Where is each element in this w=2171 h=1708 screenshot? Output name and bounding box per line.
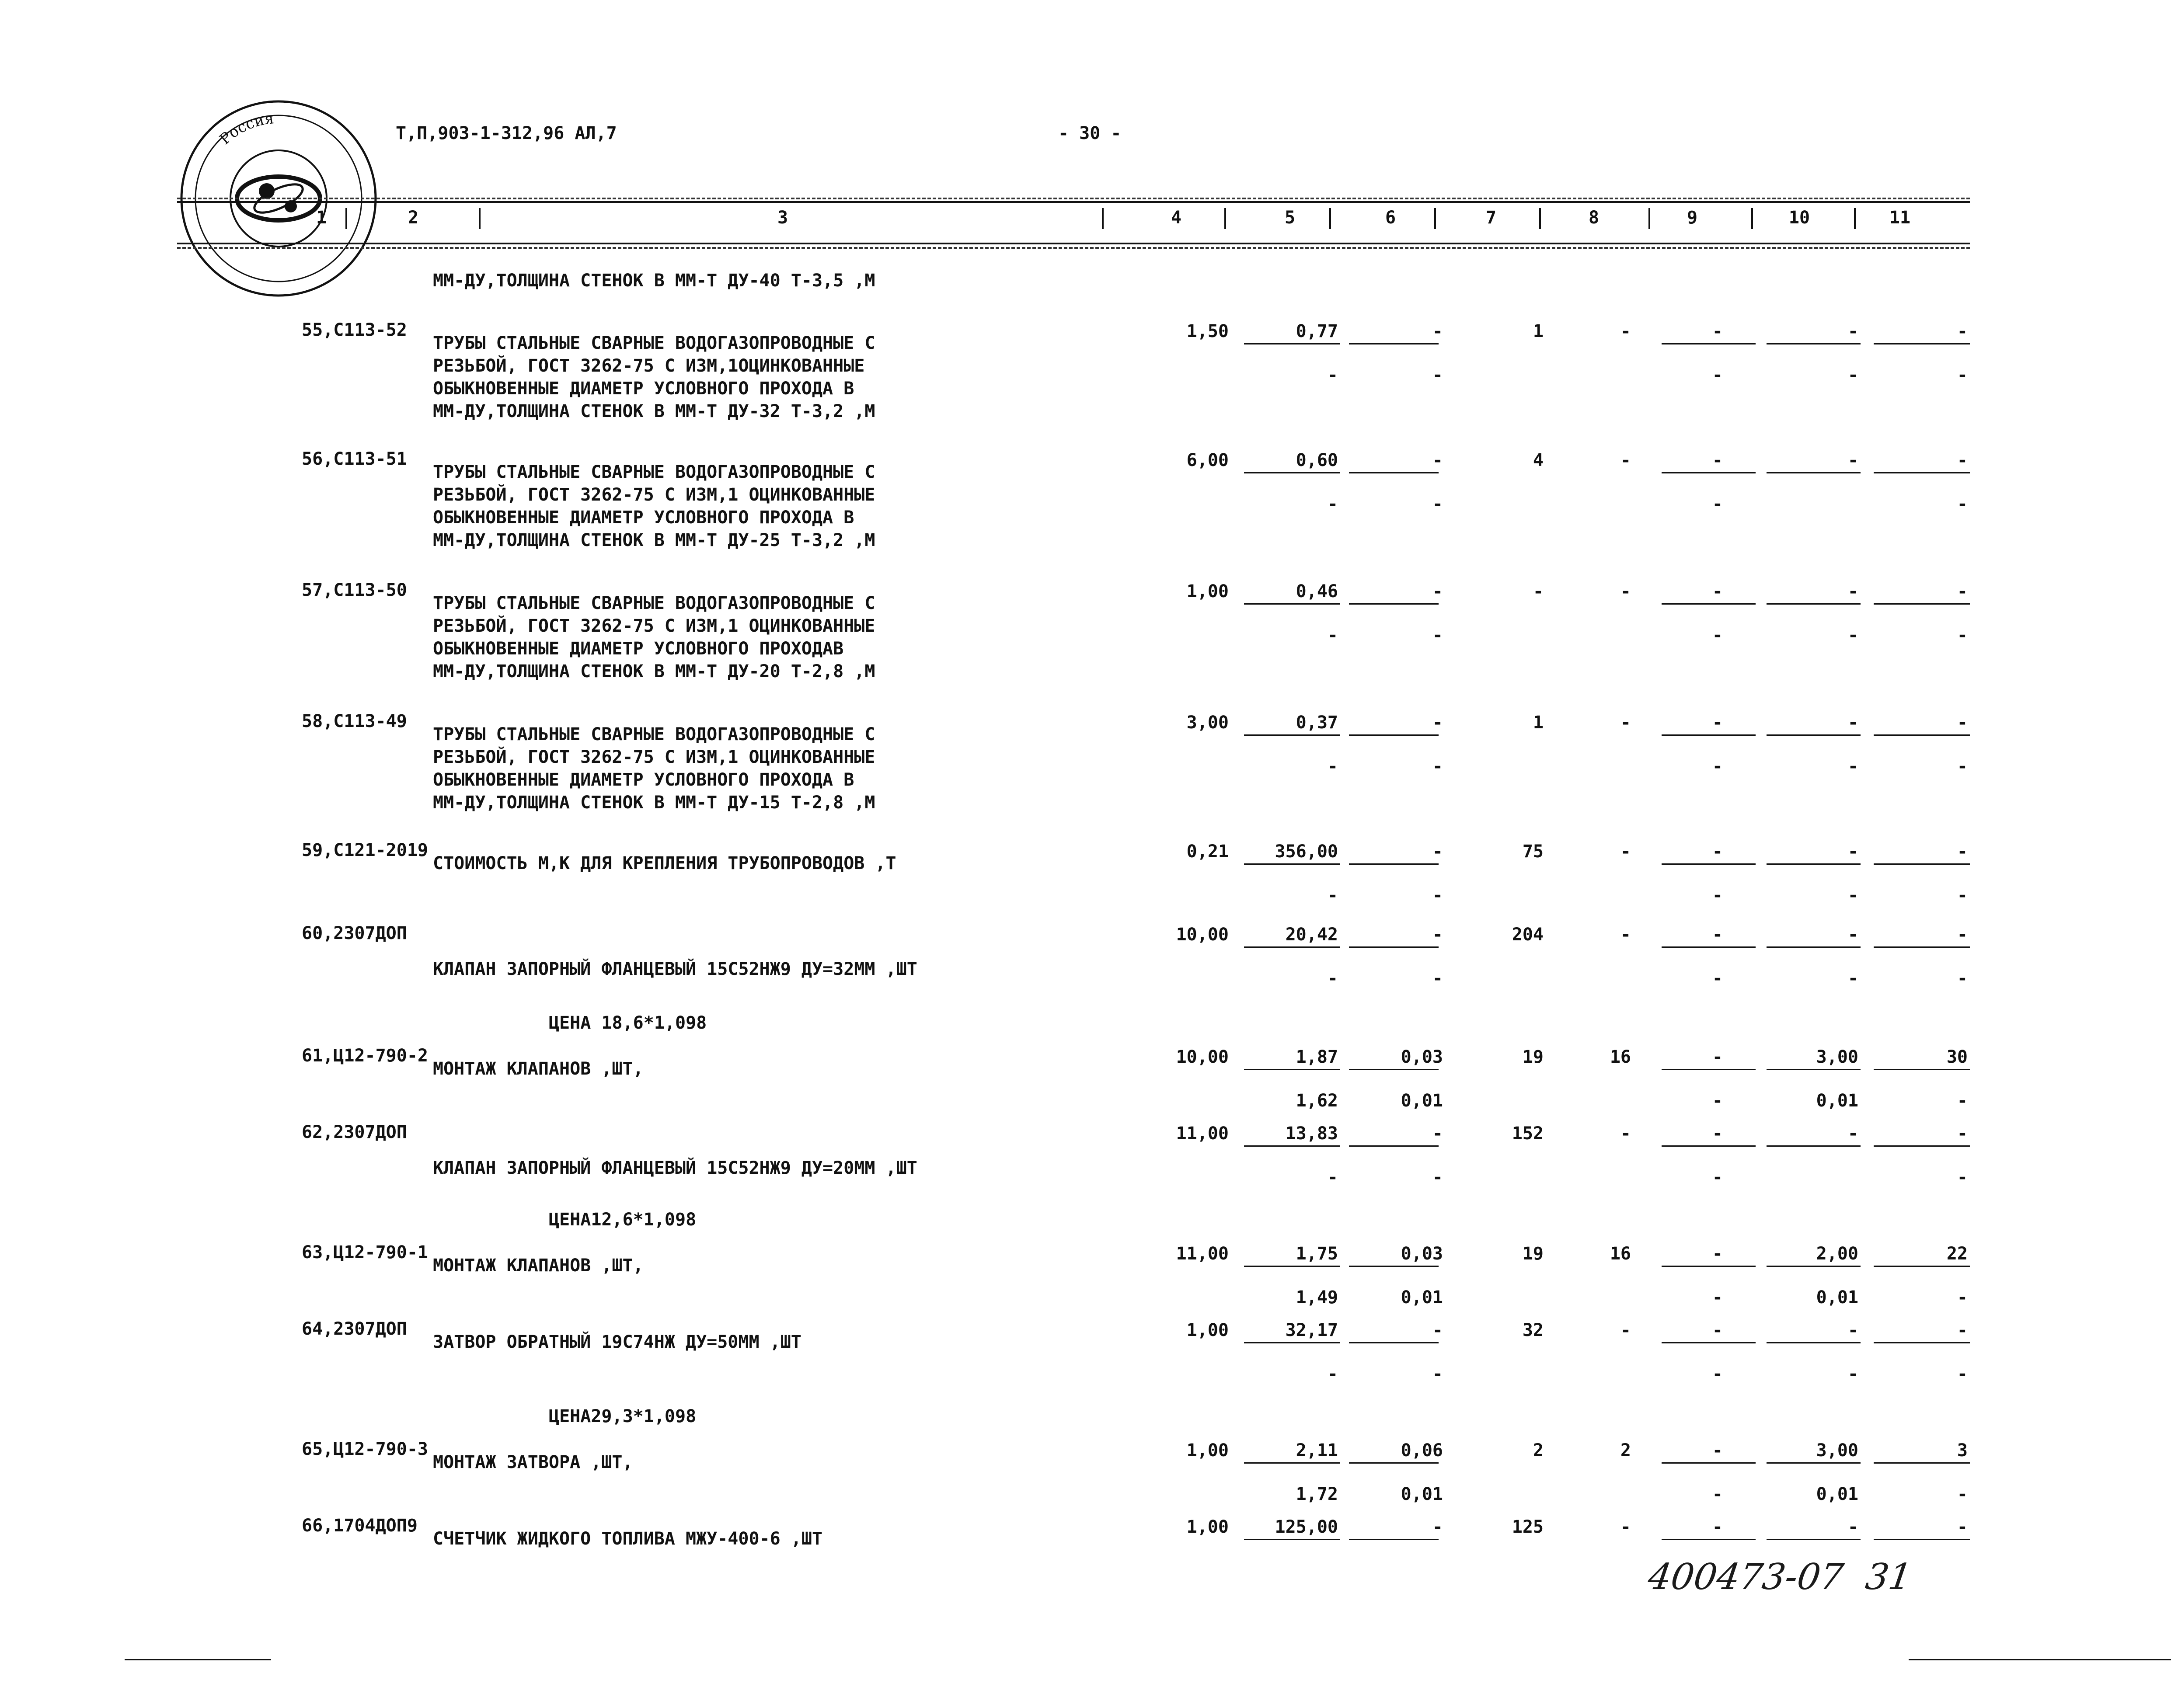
value-col-9: - <box>1712 842 1723 862</box>
value-col-10: - <box>1847 842 1858 862</box>
value-col-10: - <box>1847 321 1858 341</box>
value-underline <box>1767 343 1861 344</box>
value-col-11-sub: - <box>1957 365 1968 385</box>
value-col-11: - <box>1957 925 1968 945</box>
item-description-line: КЛАПАН ЗАПОРНЫЙ ФЛАНЦЕВЫЙ 15С52НЖ9 ДУ=20ММ ,ШТ <box>433 1158 917 1178</box>
value-col-6-sub: 0,01 <box>1401 1091 1443 1111</box>
value-col-9-sub: - <box>1712 1484 1723 1504</box>
item-code: 56,С113-51 <box>302 449 407 469</box>
value-col-11-sub: - <box>1957 494 1968 514</box>
value-col-9: - <box>1712 1517 1723 1537</box>
value-underline <box>1874 863 1970 865</box>
value-col-11: - <box>1957 1320 1968 1340</box>
value-col-5: 0,60 <box>1296 450 1338 470</box>
value-col-6-sub: - <box>1432 365 1443 385</box>
value-col-5-sub: - <box>1327 1167 1338 1187</box>
value-col-9: - <box>1712 925 1723 945</box>
value-col-11: - <box>1957 321 1968 341</box>
value-col-6-sub: - <box>1432 625 1443 645</box>
value-col-8: - <box>1620 1124 1631 1144</box>
value-col-9-sub: - <box>1712 968 1723 988</box>
value-col-10-sub: - <box>1847 365 1858 385</box>
value-underline <box>1244 472 1340 473</box>
column-header-9: 9 <box>1687 208 1698 228</box>
value-col-10: - <box>1847 713 1858 733</box>
value-col-7: 204 <box>1512 925 1544 945</box>
value-underline <box>1244 1266 1340 1267</box>
value-underline <box>1874 1266 1970 1267</box>
value-col-9-sub: - <box>1712 1364 1723 1384</box>
item-description-line: ММ-ДУ,ТОЛЩИНА СТЕНОК В ММ-Т ДУ-32 Т-3,2 ,М <box>433 401 875 421</box>
value-underline <box>1767 603 1861 605</box>
item-code: 66,1704ДОП9 <box>302 1516 418 1536</box>
column-separator <box>1224 208 1226 229</box>
item-code: 61,Ц12-790-2 <box>302 1046 428 1066</box>
value-col-5-sub: 1,72 <box>1296 1484 1338 1504</box>
value-col-5: 356,00 <box>1275 842 1338 862</box>
seal-top-text: Россия <box>216 110 275 148</box>
item-description-line: ТРУБЫ СТАЛЬНЫЕ СВАРНЫЕ ВОДОГАЗОПРОВОДНЫЕ С <box>433 593 875 613</box>
value-col-8: - <box>1620 925 1631 945</box>
value-col-10: - <box>1847 1517 1858 1537</box>
value-col-4: 1,50 <box>1186 321 1229 341</box>
value-col-6: - <box>1432 925 1443 945</box>
value-col-4: 10,00 <box>1176 1047 1229 1067</box>
item-description-line: КЛАПАН ЗАПОРНЫЙ ФЛАНЦЕВЫЙ 15С52НЖ9 ДУ=32ММ ,ШТ <box>433 959 917 979</box>
value-col-8: - <box>1620 321 1631 341</box>
value-col-10: - <box>1847 581 1858 602</box>
value-col-9: - <box>1712 1047 1723 1067</box>
value-col-11: - <box>1957 450 1968 470</box>
value-col-11-sub: - <box>1957 625 1968 645</box>
value-col-7: 1 <box>1533 321 1544 341</box>
value-underline <box>1662 1069 1756 1070</box>
item-code: 58,С113-49 <box>302 711 407 731</box>
value-underline <box>1662 1266 1756 1267</box>
item-code: 65,Ц12-790-3 <box>302 1439 428 1459</box>
value-underline <box>1767 734 1861 736</box>
value-underline <box>1767 1539 1861 1540</box>
value-underline <box>1349 863 1439 865</box>
value-col-8: 16 <box>1610 1047 1631 1067</box>
column-header-11: 11 <box>1889 208 1911 228</box>
item-description-line: ОБЫКНОВЕННЫЕ ДИАМЕТР УСЛОВНОГО ПРОХОДА В <box>433 379 854 399</box>
value-col-8: - <box>1620 713 1631 733</box>
value-col-10-sub: - <box>1847 968 1858 988</box>
value-col-7: 2 <box>1533 1440 1544 1461</box>
value-col-6-sub: - <box>1432 885 1443 905</box>
value-col-7: 4 <box>1533 450 1544 470</box>
price-note: ЦЕНА29,3*1,098 <box>549 1406 697 1426</box>
value-underline <box>1874 472 1970 473</box>
carry-over-line: ММ-ДУ,ТОЛЩИНА СТЕНОК В ММ-Т ДУ-40 Т-3,5 ,М <box>433 271 875 291</box>
value-underline <box>1874 734 1970 736</box>
value-col-5-sub: - <box>1327 494 1338 514</box>
value-col-5: 1,75 <box>1296 1244 1338 1264</box>
value-col-7: 152 <box>1512 1124 1544 1144</box>
value-col-5: 20,42 <box>1285 925 1338 945</box>
value-col-5-sub: - <box>1327 968 1338 988</box>
value-underline <box>1244 1342 1340 1343</box>
column-header-2: 2 <box>408 208 419 228</box>
value-col-4: 11,00 <box>1176 1124 1229 1144</box>
item-description-line: ММ-ДУ,ТОЛЩИНА СТЕНОК В ММ-Т ДУ-25 Т-3,2 ,М <box>433 530 875 550</box>
value-underline <box>1244 1069 1340 1070</box>
value-col-7: 19 <box>1522 1244 1544 1264</box>
value-col-11: - <box>1957 581 1968 602</box>
value-col-4: 1,00 <box>1186 1440 1229 1461</box>
value-col-4: 1,00 <box>1186 1517 1229 1537</box>
item-description-line: ММ-ДУ,ТОЛЩИНА СТЕНОК В ММ-Т ДУ-15 Т-2,8 ,М <box>433 793 875 813</box>
item-description-line: ММ-ДУ,ТОЛЩИНА СТЕНОК В ММ-Т ДУ-20 Т-2,8 ,М <box>433 661 875 682</box>
value-col-10: - <box>1847 1320 1858 1340</box>
value-underline <box>1874 946 1970 948</box>
value-underline <box>1874 603 1970 605</box>
value-col-9-sub: - <box>1712 625 1723 645</box>
bottom-rule-right <box>1909 1659 2171 1660</box>
value-underline <box>1767 1145 1861 1147</box>
column-separator <box>479 208 481 229</box>
value-underline <box>1662 603 1756 605</box>
value-underline <box>1662 1342 1756 1343</box>
column-separator <box>1751 208 1753 229</box>
item-description-line: РЕЗЬБОЙ, ГОСТ 3262-75 С ИЗМ,1 ОЦИНКОВАННЫЕ <box>433 747 875 767</box>
value-col-11: - <box>1957 713 1968 733</box>
value-col-9-sub: - <box>1712 1287 1723 1308</box>
value-col-10-sub: - <box>1847 885 1858 905</box>
value-underline <box>1874 1069 1970 1070</box>
item-description-line: ЗАТВОР ОБРАТНЫЙ 19С74НЖ ДУ=50ММ ,ШТ <box>433 1332 801 1352</box>
item-code: 55,С113-52 <box>302 320 407 340</box>
item-code: 64,2307ДОП <box>302 1319 407 1339</box>
value-col-6: - <box>1432 581 1443 602</box>
value-underline <box>1244 946 1340 948</box>
value-underline <box>1349 734 1439 736</box>
value-col-11: 30 <box>1946 1047 1968 1067</box>
value-col-11: - <box>1957 1517 1968 1537</box>
value-underline <box>1349 603 1439 605</box>
value-col-6-sub: - <box>1432 494 1443 514</box>
column-separator <box>1329 208 1331 229</box>
value-col-7: 125 <box>1512 1517 1544 1537</box>
item-description-line: РЕЗЬБОЙ, ГОСТ 3262-75 С ИЗМ,1ОЦИНКОВАННЫЕ <box>433 356 865 376</box>
value-col-11-sub: - <box>1957 885 1968 905</box>
item-description-line: РЕЗЬБОЙ, ГОСТ 3262-75 С ИЗМ,1 ОЦИНКОВАННЫЕ <box>433 616 875 636</box>
value-col-11-sub: - <box>1957 1091 1968 1111</box>
value-col-10-sub: 0,01 <box>1816 1091 1858 1111</box>
value-col-10: 3,00 <box>1816 1440 1858 1461</box>
header-bottom-rule-2 <box>177 247 1970 249</box>
value-underline <box>1767 1342 1861 1343</box>
header-rule-1 <box>177 201 1970 203</box>
value-col-9: - <box>1712 321 1723 341</box>
value-col-11: 3 <box>1957 1440 1968 1461</box>
value-col-5: 0,37 <box>1296 713 1338 733</box>
value-col-6: 0,03 <box>1401 1244 1443 1264</box>
value-col-8: 16 <box>1610 1244 1631 1264</box>
price-note: ЦЕНА12,6*1,098 <box>549 1210 697 1230</box>
value-underline <box>1244 1145 1340 1147</box>
value-col-9: - <box>1712 450 1723 470</box>
item-description-line: ОБЫКНОВЕННЫЕ ДИАМЕТР УСЛОВНОГО ПРОХОДАВ <box>433 639 844 659</box>
value-col-6-sub: 0,01 <box>1401 1484 1443 1504</box>
column-header-4: 4 <box>1171 208 1182 228</box>
item-code: 62,2307ДОП <box>302 1122 407 1142</box>
value-col-5-sub: - <box>1327 1364 1338 1384</box>
value-col-8: - <box>1620 842 1631 862</box>
value-col-5-sub: - <box>1327 625 1338 645</box>
value-col-11-sub: - <box>1957 1364 1968 1384</box>
value-col-10-sub: 0,01 <box>1816 1287 1858 1308</box>
value-col-9-sub: - <box>1712 885 1723 905</box>
bottom-rule-left <box>125 1659 271 1660</box>
item-description-line: ОБЫКНОВЕННЫЕ ДИАМЕТР УСЛОВНОГО ПРОХОДА В <box>433 770 854 790</box>
value-col-6-sub: - <box>1432 756 1443 776</box>
value-col-11: 22 <box>1946 1244 1968 1264</box>
value-col-7: - <box>1533 581 1544 602</box>
value-col-6: 0,06 <box>1401 1440 1443 1461</box>
item-code: 60,2307ДОП <box>302 923 407 943</box>
value-underline <box>1767 863 1861 865</box>
value-col-8: - <box>1620 1517 1631 1537</box>
value-underline <box>1874 1342 1970 1343</box>
column-header-3: 3 <box>777 208 788 228</box>
item-code: 63,Ц12-790-1 <box>302 1242 428 1263</box>
value-underline <box>1662 1539 1756 1540</box>
value-underline <box>1874 1539 1970 1540</box>
value-col-5: 0,77 <box>1296 321 1338 341</box>
column-header-7: 7 <box>1485 208 1497 228</box>
value-col-8: 2 <box>1620 1440 1631 1461</box>
value-underline <box>1767 472 1861 473</box>
value-col-5: 125,00 <box>1275 1517 1338 1537</box>
value-underline <box>1349 946 1439 948</box>
value-underline <box>1662 472 1756 473</box>
value-underline <box>1874 1145 1970 1147</box>
value-col-9-sub: - <box>1712 756 1723 776</box>
value-underline <box>1349 472 1439 473</box>
value-col-8: - <box>1620 450 1631 470</box>
item-description-line: СЧЕТЧИК ЖИДКОГО ТОПЛИВА МЖУ-400-6 ,ШТ <box>433 1529 823 1549</box>
value-col-5: 2,11 <box>1296 1440 1338 1461</box>
column-separator <box>1434 208 1436 229</box>
value-col-11-sub: - <box>1957 968 1968 988</box>
value-col-5-sub: - <box>1327 756 1338 776</box>
value-underline <box>1767 1069 1861 1070</box>
value-col-6-sub: - <box>1432 1167 1443 1187</box>
value-col-9: - <box>1712 1320 1723 1340</box>
value-col-6: - <box>1432 1124 1443 1144</box>
handwritten-note: 400473-07 31 <box>1645 1556 1915 1598</box>
value-col-9: - <box>1712 581 1723 602</box>
value-col-9: - <box>1712 1440 1723 1461</box>
value-col-11-sub: - <box>1957 756 1968 776</box>
value-underline <box>1349 1462 1439 1464</box>
value-col-11-sub: - <box>1957 1167 1968 1187</box>
value-col-9-sub: - <box>1712 1167 1723 1187</box>
value-col-9-sub: - <box>1712 365 1723 385</box>
value-col-8: - <box>1620 581 1631 602</box>
value-col-5-sub: 1,49 <box>1296 1287 1338 1308</box>
value-underline <box>1349 1539 1439 1540</box>
value-col-4: 6,00 <box>1186 450 1229 470</box>
value-col-6-sub: - <box>1432 968 1443 988</box>
column-separator <box>1102 208 1104 229</box>
value-underline <box>1244 1539 1340 1540</box>
value-col-4: 11,00 <box>1176 1244 1229 1264</box>
value-col-10: - <box>1847 450 1858 470</box>
value-col-4: 1,00 <box>1186 581 1229 602</box>
item-description-line: МОНТАЖ КЛАПАНОВ ,ШТ, <box>433 1059 644 1079</box>
value-col-6: 0,03 <box>1401 1047 1443 1067</box>
value-underline <box>1244 603 1340 605</box>
item-description-line: ТРУБЫ СТАЛЬНЫЕ СВАРНЫЕ ВОДОГАЗОПРОВОДНЫЕ С <box>433 724 875 744</box>
column-separator <box>345 208 347 229</box>
item-description-line: МОНТАЖ ЗАТВОРА ,ШТ, <box>433 1452 633 1472</box>
value-col-10-sub: - <box>1847 625 1858 645</box>
svg-text:Россия <box>216 110 275 148</box>
header-top-rule <box>177 198 1970 199</box>
value-underline <box>1244 734 1340 736</box>
value-underline <box>1662 946 1756 948</box>
value-col-7: 19 <box>1522 1047 1544 1067</box>
value-col-10: 2,00 <box>1816 1244 1858 1264</box>
value-col-9-sub: - <box>1712 494 1723 514</box>
value-col-10-sub: - <box>1847 1364 1858 1384</box>
value-underline <box>1874 343 1970 344</box>
value-col-4: 10,00 <box>1176 925 1229 945</box>
column-header-10: 10 <box>1788 208 1810 228</box>
value-col-6: - <box>1432 1517 1443 1537</box>
value-col-9: - <box>1712 713 1723 733</box>
value-underline <box>1662 1145 1756 1147</box>
value-underline <box>1662 1462 1756 1464</box>
page-number: - 30 - <box>1058 123 1122 143</box>
value-col-6: - <box>1432 842 1443 862</box>
item-description-line: СТОИМОСТЬ М,К ДЛЯ КРЕПЛЕНИЯ ТРУБОПРОВОДОВ ,Т <box>433 853 896 873</box>
column-separator <box>1539 208 1541 229</box>
value-col-11-sub: - <box>1957 1287 1968 1308</box>
item-code: 57,С113-50 <box>302 580 407 600</box>
value-col-9-sub: - <box>1712 1091 1723 1111</box>
value-underline <box>1349 1145 1439 1147</box>
column-separator <box>1854 208 1856 229</box>
value-underline <box>1244 863 1340 865</box>
value-underline <box>1349 1069 1439 1070</box>
value-underline <box>1244 1462 1340 1464</box>
item-code: 59,С121-2019 <box>302 840 428 860</box>
value-col-4: 0,21 <box>1186 842 1229 862</box>
value-underline <box>1874 1462 1970 1464</box>
value-col-9: - <box>1712 1124 1723 1144</box>
value-col-7: 32 <box>1522 1320 1544 1340</box>
column-header-8: 8 <box>1588 208 1600 228</box>
price-note: ЦЕНА 18,6*1,098 <box>549 1013 707 1033</box>
document-code: Т,П,903-1-312,96 АЛ,7 <box>396 123 617 143</box>
item-description-line: МОНТАЖ КЛАПАНОВ ,ШТ, <box>433 1256 644 1276</box>
item-description-line: ТРУБЫ СТАЛЬНЫЕ СВАРНЫЕ ВОДОГАЗОПРОВОДНЫЕ С <box>433 462 875 482</box>
value-underline <box>1767 1462 1861 1464</box>
value-col-4: 1,00 <box>1186 1320 1229 1340</box>
value-col-10-sub: 0,01 <box>1816 1484 1858 1504</box>
header-bottom-rule <box>177 243 1970 244</box>
value-col-6: - <box>1432 1320 1443 1340</box>
value-col-10: - <box>1847 1124 1858 1144</box>
value-underline <box>1349 1342 1439 1343</box>
item-description-line: ТРУБЫ СТАЛЬНЫЕ СВАРНЫЕ ВОДОГАЗОПРОВОДНЫЕ С <box>433 333 875 353</box>
value-col-7: 75 <box>1522 842 1544 862</box>
value-col-11: - <box>1957 842 1968 862</box>
value-col-6: - <box>1432 450 1443 470</box>
value-underline <box>1662 734 1756 736</box>
value-col-6: - <box>1432 321 1443 341</box>
column-header-5: 5 <box>1284 208 1296 228</box>
value-underline <box>1349 343 1439 344</box>
value-col-8: - <box>1620 1320 1631 1340</box>
value-col-6-sub: - <box>1432 1364 1443 1384</box>
value-col-9: - <box>1712 1244 1723 1264</box>
value-col-11: - <box>1957 1124 1968 1144</box>
column-header-6: 6 <box>1385 208 1396 228</box>
value-col-5: 32,17 <box>1285 1320 1338 1340</box>
value-col-5: 13,83 <box>1285 1124 1338 1144</box>
value-col-5-sub: 1,62 <box>1296 1091 1338 1111</box>
value-col-4: 3,00 <box>1186 713 1229 733</box>
value-col-5-sub: - <box>1327 885 1338 905</box>
item-description-line: ОБЫКНОВЕННЫЕ ДИАМЕТР УСЛОВНОГО ПРОХОДА В <box>433 508 854 528</box>
value-col-5: 0,46 <box>1296 581 1338 602</box>
value-underline <box>1244 343 1340 344</box>
value-col-7: 1 <box>1533 713 1544 733</box>
value-col-6-sub: 0,01 <box>1401 1287 1443 1308</box>
value-col-5: 1,87 <box>1296 1047 1338 1067</box>
value-underline <box>1767 1266 1861 1267</box>
value-underline <box>1767 946 1861 948</box>
value-col-6: - <box>1432 713 1443 733</box>
value-col-11-sub: - <box>1957 1484 1968 1504</box>
value-col-5-sub: - <box>1327 365 1338 385</box>
value-underline <box>1662 863 1756 865</box>
value-col-10: - <box>1847 925 1858 945</box>
value-col-10-sub: - <box>1847 756 1858 776</box>
value-underline <box>1662 343 1756 344</box>
value-col-10: 3,00 <box>1816 1047 1858 1067</box>
column-header-1: 1 <box>316 208 327 228</box>
value-underline <box>1349 1266 1439 1267</box>
column-separator <box>1648 208 1650 229</box>
item-description-line: РЕЗЬБОЙ, ГОСТ 3262-75 С ИЗМ,1 ОЦИНКОВАННЫЕ <box>433 485 875 505</box>
